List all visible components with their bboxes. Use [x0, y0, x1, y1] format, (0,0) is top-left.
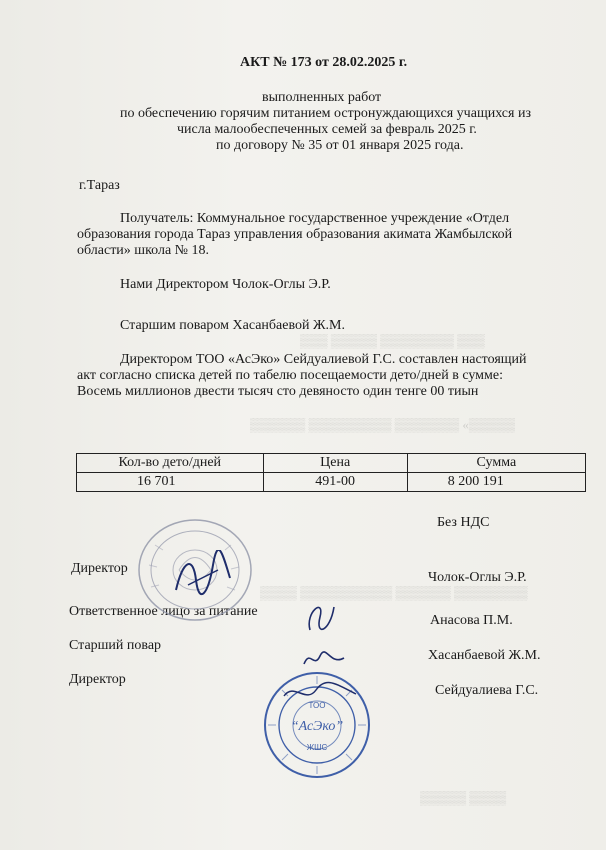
stamp-company-name: “АсЭко” — [290, 719, 344, 734]
act-line-2: акт согласно списка детей по табелю посещаемости дето/дней в сумме: — [77, 368, 504, 383]
table-row — [77, 473, 586, 492]
header-sum: Сумма — [407, 454, 585, 473]
signature-role-company-director: Директор — [69, 672, 126, 687]
subtitle-line-3: числа малообеспеченных семей за февраль 2025 г. — [177, 122, 477, 137]
subtitle-line-2: по обеспечению горячим питанием остронуждающихся учащихся из — [120, 106, 531, 121]
chef-line: Старшим поваром Хасанбаевой Ж.М. — [120, 318, 345, 333]
cell-sum: 8 200 191 — [407, 473, 585, 492]
signature-role-chef: Старший повар — [69, 638, 162, 653]
signature-name-company-director: Сейдуалиева Г.С. — [435, 683, 539, 698]
act-line-1: Директором ТОО «АсЭко» Сейдуалиевой Г.С. составлен настоящий — [120, 352, 527, 367]
responsible-signature — [300, 592, 340, 637]
bleed-through: ▒▒▒▒ ▒▒▒▒▒▒▒▒▒▒ ▒▒▒▒▒▒ ▒▒▒▒▒▒▒▒ — [260, 585, 528, 600]
recipient-line-1: Получатель: Коммунальное государственное учреждение «Отдел — [120, 211, 510, 226]
act-title: АКТ № 173 от 28.02.2025 г. — [240, 55, 408, 70]
header-price: Цена — [263, 454, 407, 473]
stamp-sub: ТОО — [308, 701, 326, 710]
signature-name-responsible: Анасова П.М. — [430, 613, 513, 628]
stamp-bottom: ЖШС — [306, 743, 328, 752]
signature-role-director: Директор — [71, 561, 128, 576]
recipient-line-3: области» школа № 18. — [77, 243, 210, 258]
vat-note: Без НДС — [437, 515, 490, 530]
recipient-line-2: образования города Тараз управления образования акимата Жамбылской — [77, 227, 513, 242]
city: г.Тараз — [79, 178, 120, 193]
bleed-through: ▒▒▒▒▒ ▒▒▒▒ — [420, 790, 507, 805]
signature-role-responsible: Ответственное лицо за питание — [69, 604, 258, 619]
subtitle-line-1: выполненных работ — [262, 90, 382, 105]
totals-table — [76, 453, 586, 492]
bleed-through: ▒▒▒▒▒▒ ▒▒▒▒▒▒▒▒▒ ▒▒▒▒▒▒▒ «▒▒▒▒▒ — [250, 417, 515, 432]
subtitle-line-4: по договору № 35 от 01 января 2025 года. — [216, 138, 464, 153]
bleed-through: ▒▒▒ ▒▒▒▒▒ ▒▒▒▒▒▒▒▒ ▒▒▒ — [300, 333, 485, 348]
act-line-3: Восемь миллионов двести тысяч сто девяносто один тенге 00 тиын — [77, 384, 479, 399]
signature-name-chef: Хасанбаевой Ж.М. — [428, 648, 541, 663]
header-days: Кол-во дето/дней — [77, 454, 264, 473]
table-header-row — [77, 454, 586, 473]
director-line: Нами Директором Чолок-Оглы Э.Р. — [120, 277, 331, 292]
cell-price: 491-00 — [263, 473, 407, 492]
director-signature — [168, 550, 238, 600]
cell-days: 16 701 — [77, 473, 264, 492]
company-director-signature — [280, 678, 360, 708]
signature-name-director: Чолок-Оглы Э.Р. — [428, 570, 527, 585]
